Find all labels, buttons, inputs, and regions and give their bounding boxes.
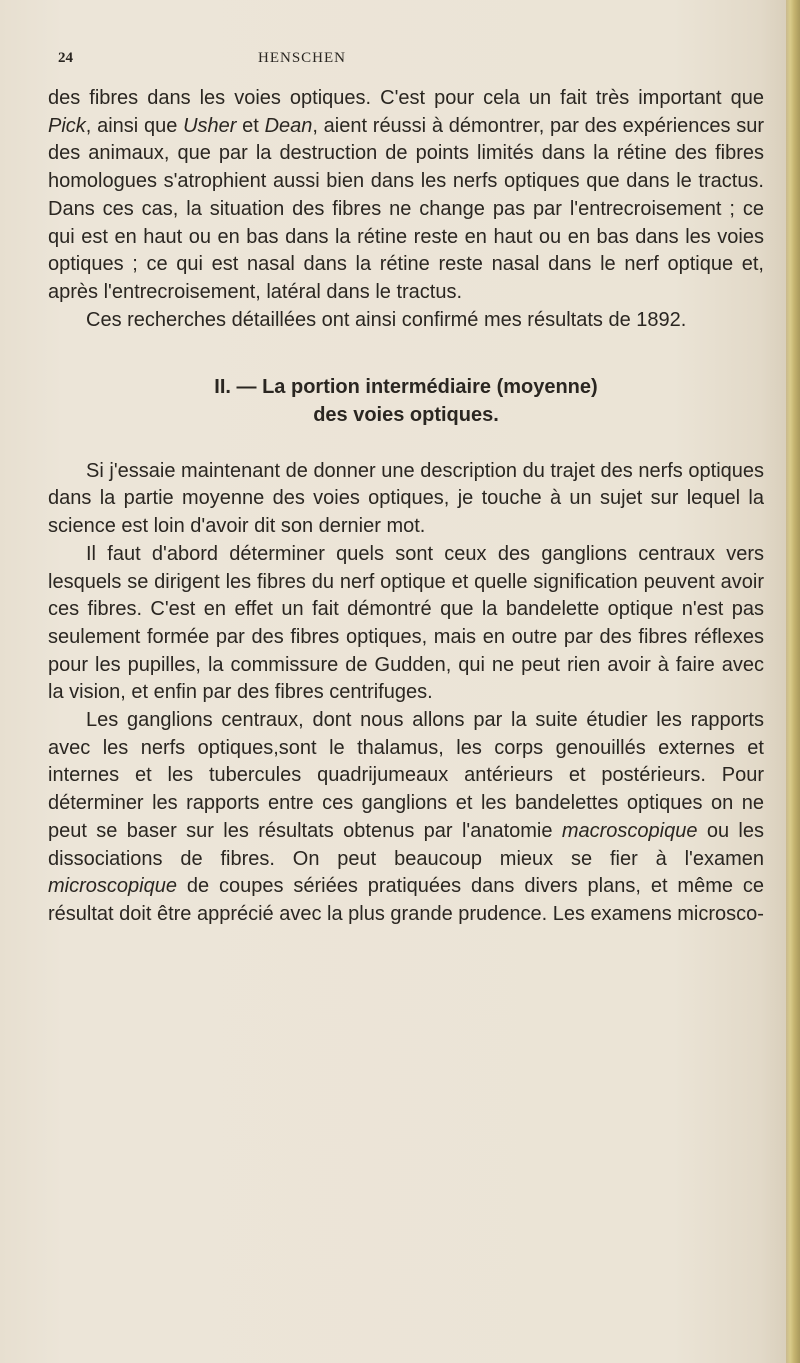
- running-header: [48, 50, 764, 72]
- body-text: [48, 85, 764, 929]
- author-usher: Usher: [183, 114, 237, 137]
- paragraph-2: Ces recherches détaillées ont ainsi confirmé mes résultats de 1892.: [86, 308, 687, 331]
- section-heading: [48, 374, 764, 429]
- running-head: HENSCHEN: [258, 50, 347, 66]
- section-heading-line-1: II. — La portion intermédiaire (moyenne): [214, 376, 598, 399]
- paragraph-1: des fibres dans les voies optiques. C'est pour cela un fait très important que Pick, ainsi que Usher et Dean, aient réussi à démontrer, par des expériences sur des animaux, que par la destruction de points limités dans la rétine des fibres homologues s'atrophient aussi bien dans les nerfs optiques que dans le tractus. Dans ces cas, la situation des fibres ne change pas par l'entrecroisement ; ce qui est en haut ou en bas dans la rétine reste en haut ou en bas dans les voies optiques ; ce qui est nasal dans la rétine reste nasal dans le nerf optique et, après l'entrecroisement, latéral dans le tractus.: [48, 87, 765, 303]
- section-heading-line-2: des voies optiques.: [313, 404, 499, 427]
- paragraph-3: Si j'essaie maintenant de donner une description du trajet des nerfs optiques dans la partie moyenne des voies optiques, je touche à un sujet sur lequel la science est loin d'avoir dit son dernier mot.: [48, 459, 764, 538]
- author-dean: Dean: [264, 114, 313, 137]
- term-microscopique: microscopique: [48, 875, 177, 898]
- term-macroscopique: macroscopique: [561, 819, 698, 842]
- paragraph-4: Il faut d'abord déterminer quels sont ceux des ganglions centraux vers lesquels se dirigent les fibres du nerf optique et quelle signification peuvent avoir ces fibres. C'est en effet un fait démontré que la bandelette optique n'est pas seulement formée par des fibres optiques, mais en outre par des fibres réflexes pour les pupilles, la commissure de Gudden, qui ne peut rien avoir à faire avec la vision, et enfin par des fibres centrifuges.: [48, 542, 764, 704]
- page-edge: [786, 0, 800, 1363]
- page-number: 24: [58, 50, 73, 66]
- author-pick: Pick: [48, 114, 86, 137]
- paragraph-5: Les ganglions centraux, dont nous allons par la suite étudier les rapports avec les nerfs optiques,sont le thalamus, les corps genouillés externes et internes et les tubercules quadrijumeaux antérieurs et postérieurs. Pour déterminer les rapports entre ces ganglions et les bandelettes optiques on ne peut se baser sur les résultats obtenus par l'anatomie macroscopique ou les dissociations de fibres. On peut beaucoup mieux se fier à l'examen microscopique de coupes sériées pratiquées dans divers plans, et même ce résultat doit être apprécié avec la plus grande prudence. Les examens microsco-: [48, 709, 764, 925]
